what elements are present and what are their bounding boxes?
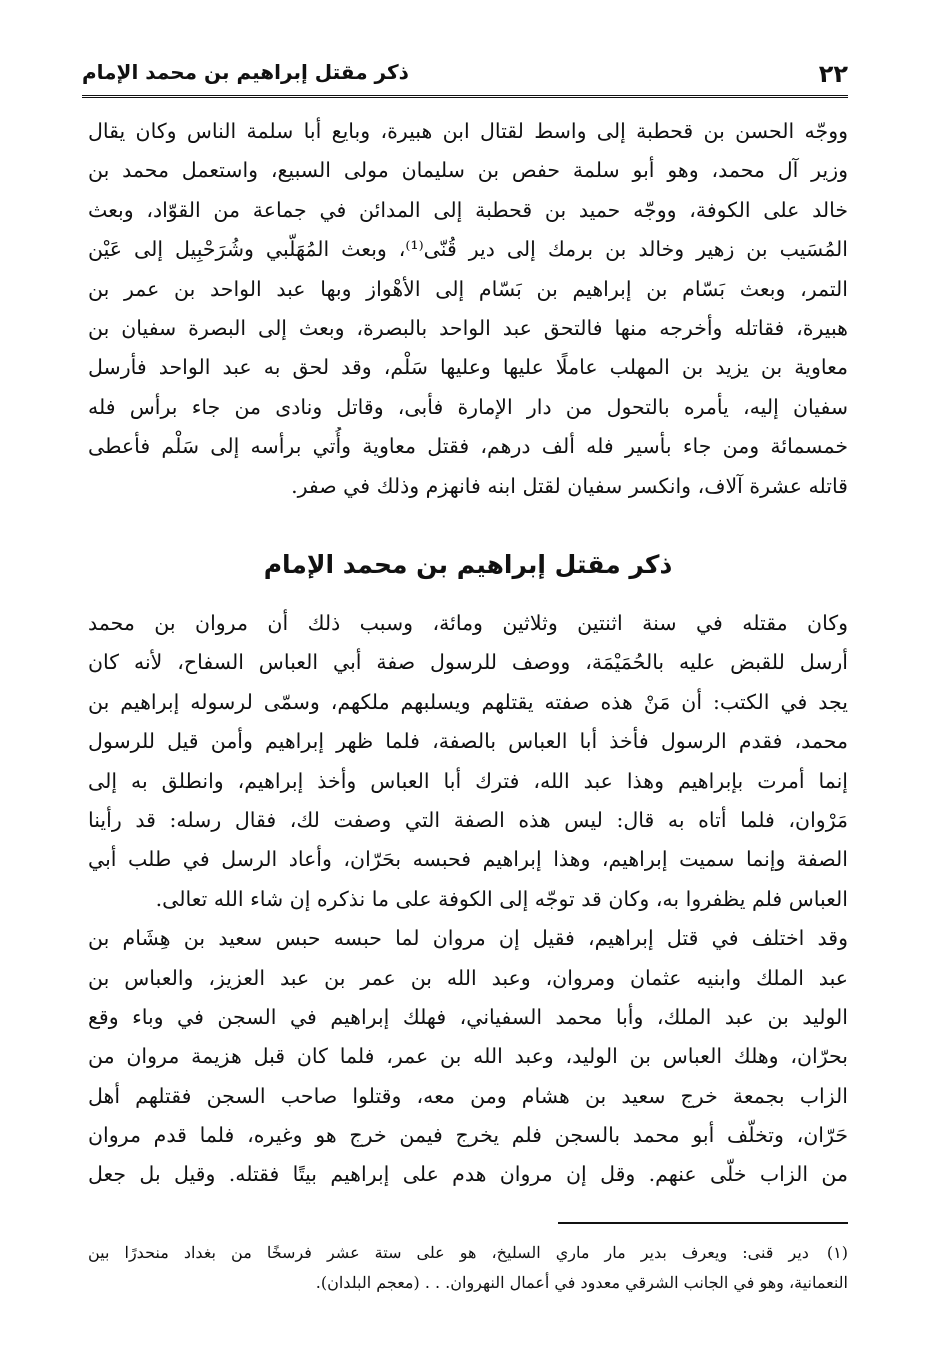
page-number: ٢٢ xyxy=(818,60,848,88)
running-header xyxy=(82,56,848,98)
text-line: محمد، فقدم الرسول فأخذ أبا العباس بالصفة، فلما ظهر إبراهيم وأمن قيل للرسول xyxy=(88,729,848,754)
text-line: يجد في الكتب: أن مَنْ هذه صفته يقتلهم ويسلبهم ملكهم، وسمّى لرسوله إبراهيم بن xyxy=(88,689,848,714)
text-line: خمسمائة ومن جاء بأسير فله ألف درهم، فقتل معاوية وأُتي برأسه إلى سَلْم فأعطى xyxy=(88,434,848,459)
footnote-separator xyxy=(558,1222,848,1224)
header-rule xyxy=(82,95,848,98)
text-line: حَرّان، وتخلّف أبو محمد بالسجن فلم يخرج فيمن خرج هو وغيره، فلما قدم مروان xyxy=(88,1123,848,1148)
text-line: من الزاب خلّى عنهم. وقل إن مروان هدم على إبراهيم بيتًا فقتله. وقيل بل جعل xyxy=(88,1162,848,1187)
text-line: التمر، وبعث بَسّام بن إبراهيم بن بَسّام إلى الأهْواز وبها عبد الواحد بن عمر بن xyxy=(88,276,848,301)
text-line: بحرّان، وهلك العباس بن الوليد، وعبد الله بن عمر، فلما كان قبل هزيمة مروان من xyxy=(88,1044,848,1069)
text-line: المُسَيب بن زهير وخالد بن برمك إلى دير قُنّى⁽¹⁾، وبعث المُهَلّبي وشُرَحْبِيل إلى عَيْن xyxy=(88,237,848,262)
paragraph-2 xyxy=(88,604,848,1195)
section-heading: ذكر مقتل إبراهيم بن محمد الإمام xyxy=(263,550,673,579)
text-line: الصفة وإنما سميت إبراهيم، وهذا إبراهيم فحبسه بحَرّان، وأعاد الرسل في طلب أبي xyxy=(88,847,848,872)
footnotes xyxy=(88,1238,848,1298)
text-line: خالد على الكوفة، ووجّه حميد بن قحطبة إلى المدائن في جماعة من القوّاد، وبعث xyxy=(88,197,848,222)
text-line: وقد اختلف في قتل إبراهيم، فقيل إن مروان لما حبسه حبس سعيد بن هِشَام بن xyxy=(88,926,848,951)
text-line: عبد الملك وابنيه عثمان ومروان، وعبد الله بن عمر بن عبد العزيز، والعباس بن xyxy=(88,965,848,990)
text-line: ووجّه الحسن بن قحطبة إلى واسط لقتال ابن هبيرة، وبايع أبا سلمة الناس وكان يقال xyxy=(88,119,848,143)
text-line: مَرْوان، فلما أتاه به قال: ليس هذه الصفة التي وصفت لك، فقال رسله: قد رأينا xyxy=(88,807,848,832)
text-line: معاوية بن يزيد بن المهلب عاملًا عليها وعليها سَلْم، وقد لحق به عبد الواحد فأرسل xyxy=(88,355,848,380)
paragraph-1 xyxy=(88,112,848,506)
text-line: إنما أمرت بإبراهيم وهذا عبد الله، فترك أبا العباس وأخذ إبراهيم، وانطلق به إلى xyxy=(88,768,848,793)
text-line: وزير آل محمد، وهو أبو سلمة حفص بن سليمان مولى السبيع، واستعمل محمد بن xyxy=(88,158,848,183)
text-line: الوليد بن عبد الملك، وأبا محمد السفياني، فهلك إبراهيم في السجن في وباء وقع xyxy=(88,1004,848,1029)
footnote-marker: (١) xyxy=(826,1243,848,1262)
running-title: ذكر مقتل إبراهيم بن محمد الإمام xyxy=(82,60,409,84)
footnote-line: النعمانية، وهو في الجانب الشرقي معدود في أعمال النهروان. . . (معجم البلدان). xyxy=(315,1273,848,1292)
text-line: هبيرة، فقاتله وأخرجه منها فالتحق عبد الواحد بالبصرة، وبعث إلى البصرة سفيان بن xyxy=(88,315,848,340)
footnote-text: دير قنى: ويعرف بدير مار ماري السليخ، هو على ستة عشر فرسخًا من بغداد منحدرًا بين xyxy=(88,1243,809,1262)
text-line: قاتله عشرة آلاف، وانكسر سفيان لقتل ابنه فانهزم وذلك في صفر. xyxy=(291,473,848,498)
text-line: سفيان إليه، يأمره بالتحول من دار الإمارة فأبى، وقاتل ونادى من جاء برأس فله xyxy=(88,394,848,419)
text-line: العباس فلم يظفروا به، وكان قد توجّه إلى الكوفة على ما نذكره إن شاء الله تعالى. xyxy=(155,886,848,911)
text-line: وكان مقتله في سنة اثنتين وثلاثين ومائة، وسبب ذلك أن مروان بن محمد xyxy=(88,611,848,635)
text-line: أرسل للقبض عليه بالحُمَيْمَة، ووصف للرسول صفة أبي العباس السفاح، لأنه كان xyxy=(88,650,848,675)
footnote-line xyxy=(88,1238,848,1268)
text-line: الزاب بجمعة خرج سعيد بن هشام ومن معه، وقتلوا صاحب السجن فقتلهم أهل xyxy=(88,1083,848,1108)
